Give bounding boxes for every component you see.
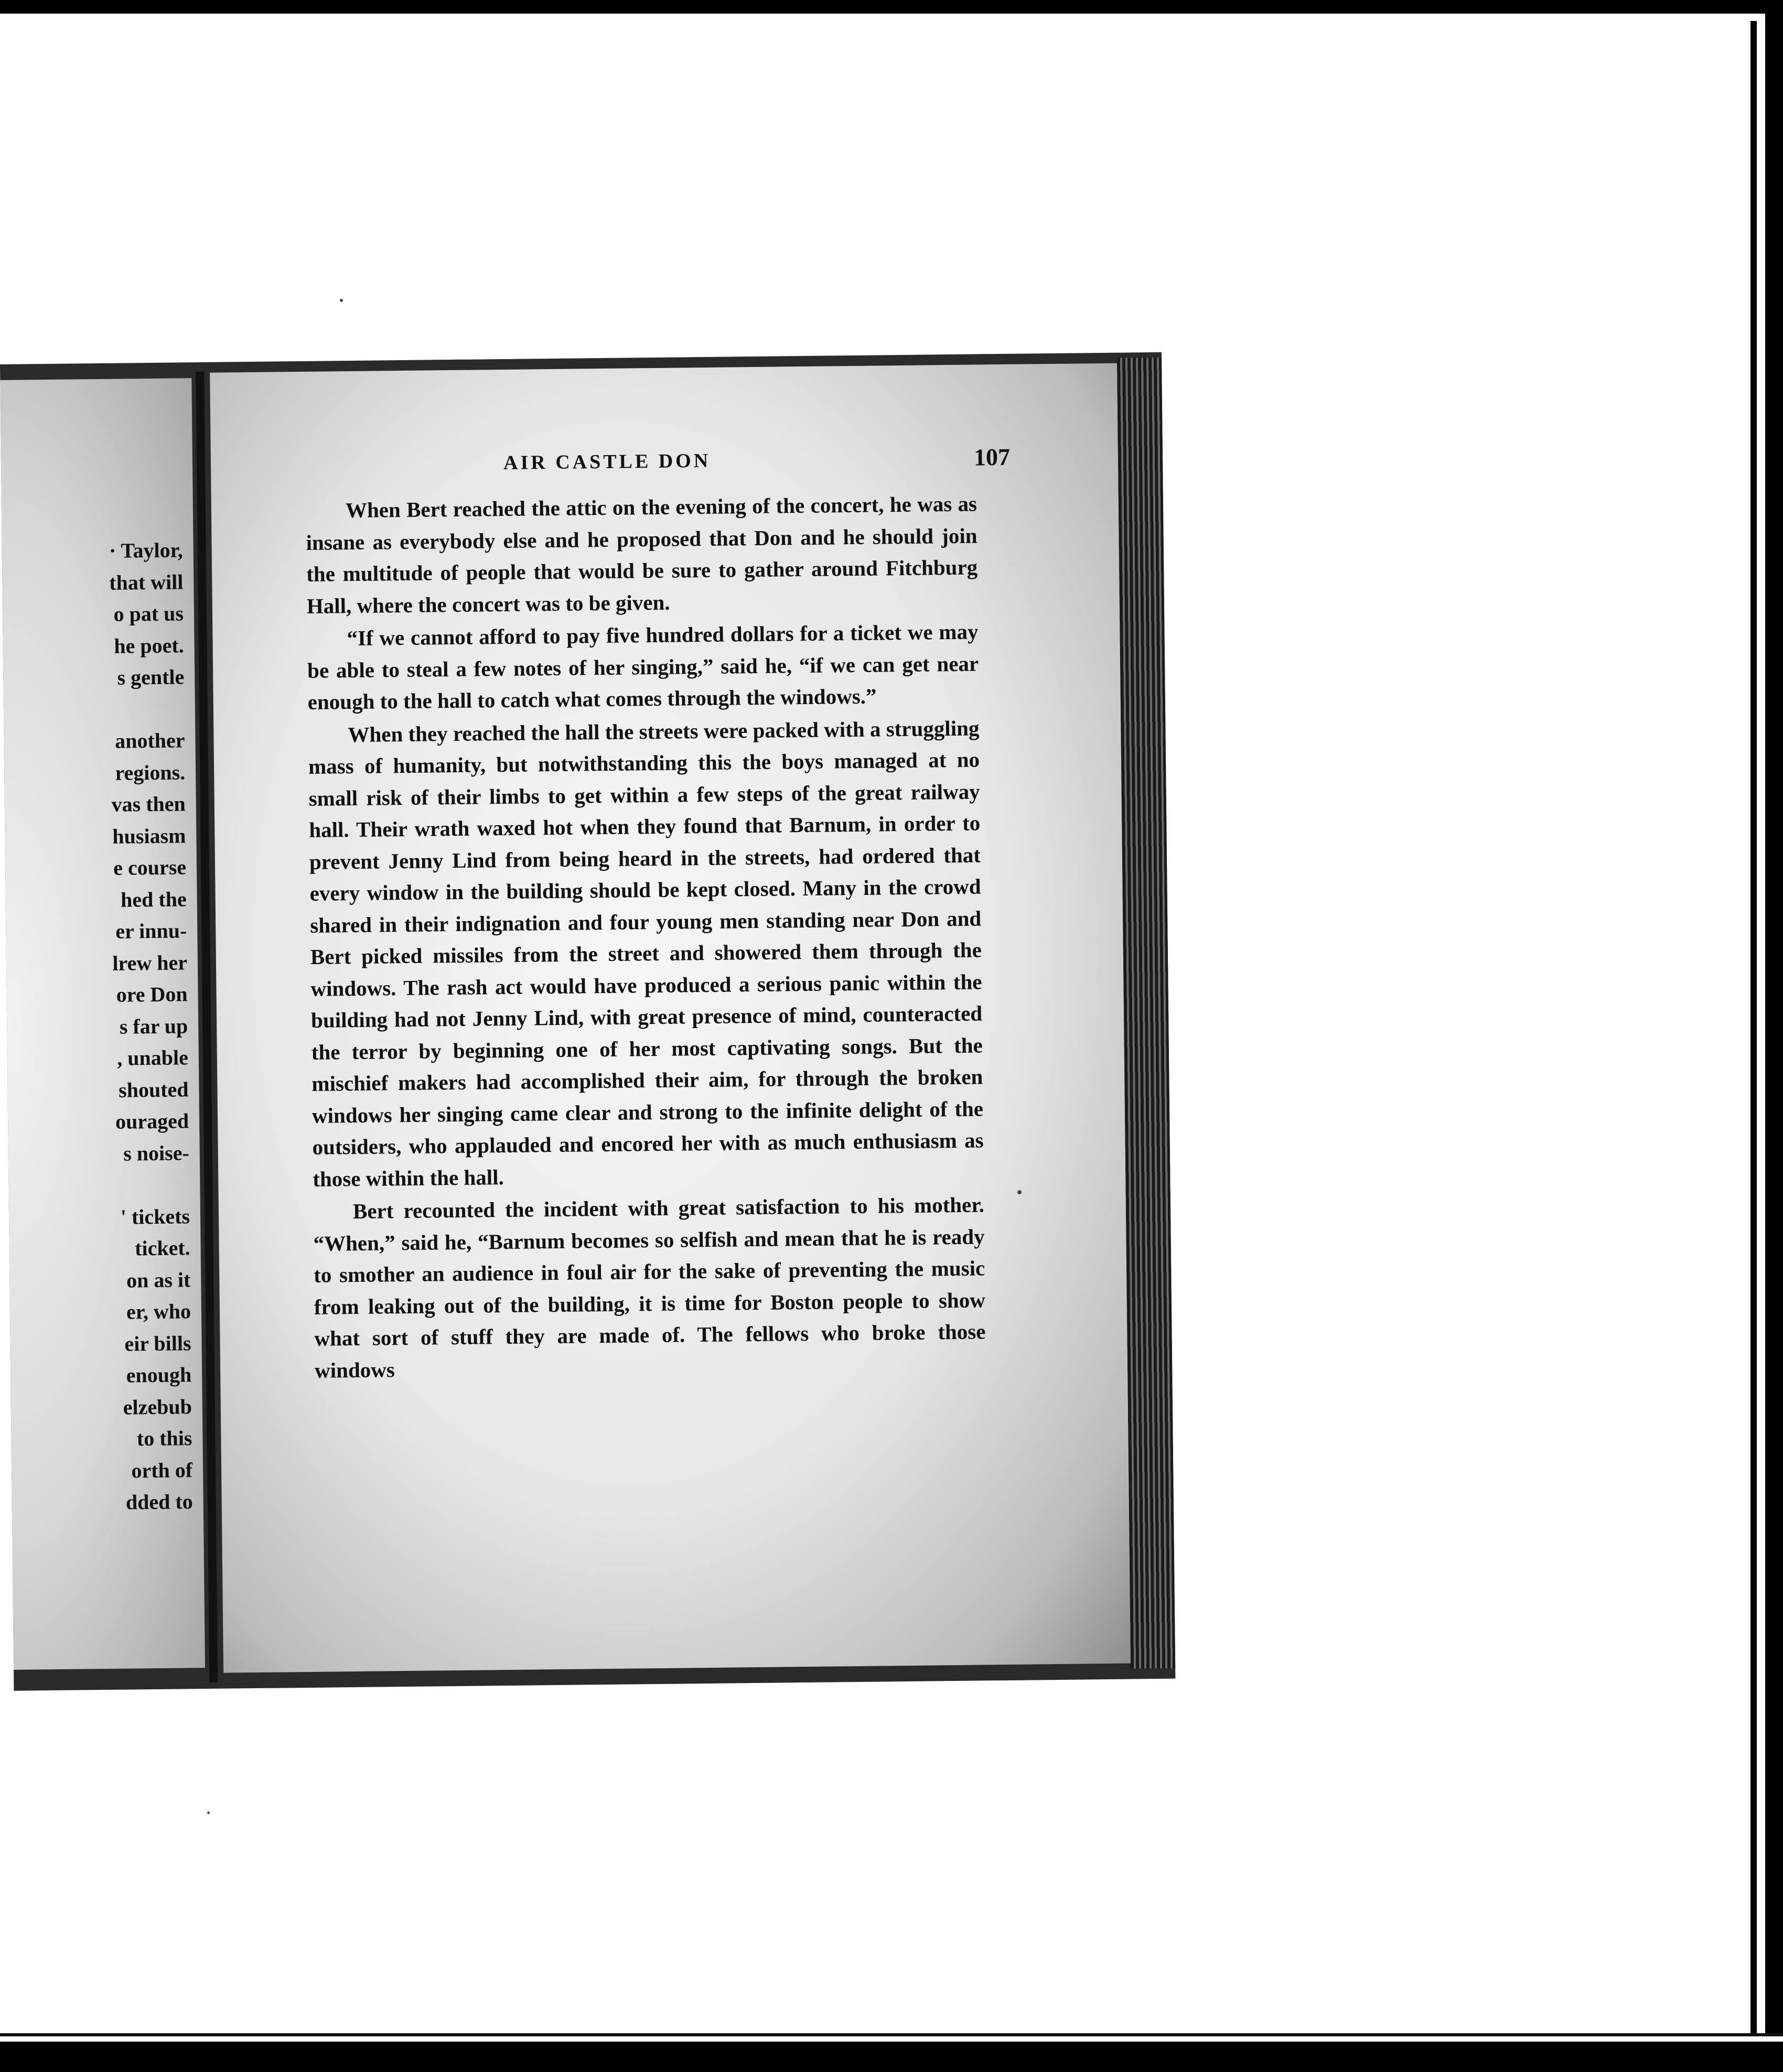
scan-border-bottom-gap — [0, 2036, 1783, 2042]
scan-border-right — [1765, 0, 1783, 2072]
left-page-line-fragment: shouted — [118, 1077, 189, 1102]
left-page-line-fragment: er, who — [126, 1299, 191, 1324]
scan-border-right-inner — [1750, 21, 1757, 2051]
left-page-line-fragment: · Taylor, — [109, 538, 183, 563]
left-page-line-fragment: ore Don — [116, 982, 188, 1007]
right-page — [210, 363, 1131, 1673]
left-page-line-fragment: eir bills — [124, 1331, 191, 1356]
left-page-line-fragment: elzebub — [123, 1394, 192, 1419]
left-page-line-fragment: on as it — [126, 1267, 191, 1292]
left-page-line-fragment: , unable — [117, 1045, 189, 1070]
left-page-line-fragment: that will — [109, 569, 184, 595]
left-page-line-fragment: ouraged — [115, 1109, 189, 1134]
running-head — [305, 443, 1040, 482]
left-page-line-fragment: he poet. — [114, 633, 184, 658]
left-page-line-fragment: dded to — [125, 1490, 193, 1514]
left-page-line-fragment: vas then — [111, 792, 186, 816]
left-page-line-fragment: e course — [113, 855, 187, 880]
page-body — [306, 488, 986, 1387]
left-page-line-fragment: hed the — [120, 887, 187, 912]
scan-border-bottom — [0, 2042, 1783, 2072]
left-page-line-fragment: ticket. — [134, 1236, 190, 1260]
scan-speck — [1017, 1190, 1022, 1194]
paragraph: “If we cannot afford to pay five hundred dollars for a ticket we may be able to steal a few notes of her singing,” said he, “if we can get near enough to the hall to catch what comes through the windows.” — [307, 619, 979, 714]
left-page — [0, 378, 205, 1670]
running-title: AIR CASTLE DON — [503, 449, 711, 474]
paragraph: When they reached the hall the streets were packed with a struggling mass of humanity, but notwithstanding this the boys managed at no small risk of their limbs to get within a few steps of the great railway hall. Their wrath waxed hot when they found that Barnum, in order to prevent Jenny Lind from being heard in the streets, had ordered that every window in the building should be kept closed. Many in the crowd shared in their indignation and four young men standing near Don and Bert picked missiles from the street and showered them through the windows. The rash act would have produced a serious panic within the building had not Jenny Lind, with great presence of mind, counteracted the terror by beginning one of her most captivating songs. But the mischief makers had accomplished their aim, for through the broken windows her singing came clear and strong to the infinite delight of the outsiders, who applauded and encored her with as much enthusiasm as those within the hall. — [308, 715, 984, 1191]
left-page-line-fragment: ' tickets — [120, 1204, 190, 1229]
left-page-line-fragment: lrew her — [112, 950, 188, 975]
left-page-line-fragment: orth of — [131, 1458, 193, 1482]
left-page-line-fragment: er innu- — [115, 919, 187, 943]
left-page-line-fragment: s noise- — [123, 1140, 189, 1166]
left-page-line-fragment: s gentle — [117, 665, 185, 689]
scan-speck — [207, 1811, 210, 1814]
page-number: 107 — [973, 443, 1011, 471]
left-page-line-fragment: another — [114, 728, 185, 753]
left-page-line-fragment: enough — [126, 1363, 192, 1387]
book-spread — [0, 352, 1175, 1691]
left-page-line-fragment: husiasm — [112, 823, 186, 848]
scan-speck — [340, 299, 343, 302]
paragraph: Bert recounted the incident with great satisfaction to his mother. “When,” said he, “Barnum becomes so selfish and mean that he is ready to smother an audience in foul air for the sake of preventing the music from leaking out of the building, it is time for Boston people to show what sort of stuff they are made of. The fellows who broke those windows — [313, 1192, 986, 1383]
scan-speck — [1560, 2055, 1564, 2058]
scan-speck — [274, 2053, 279, 2056]
left-page-line-fragment: o pat us — [113, 601, 184, 626]
left-page-line-fragment: to this — [136, 1426, 192, 1451]
left-page-line-fragment: s far up — [119, 1013, 188, 1039]
paragraph: When Bert reached the attic on the evening of the concert, he was as insane as everybody else and he proposed that Don and he should join the multitude of people that would be sure to gather around Fitchburg Hall, where the concert was to be given. — [306, 491, 978, 618]
left-page-line-fragment: regions. — [115, 760, 186, 785]
scan-border-top — [0, 0, 1783, 14]
